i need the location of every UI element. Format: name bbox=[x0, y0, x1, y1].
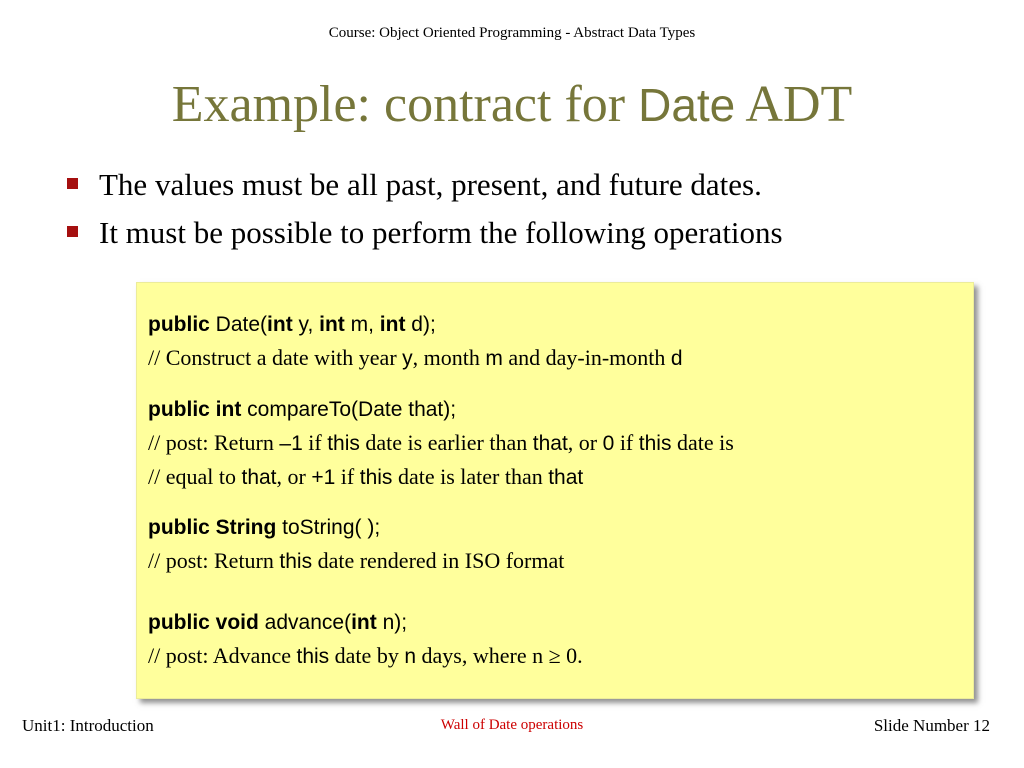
code-keyword: int bbox=[379, 313, 406, 336]
slide-title bbox=[0, 72, 1024, 138]
contract-block bbox=[148, 392, 963, 494]
comment-text: date is bbox=[671, 430, 734, 455]
contract-block bbox=[148, 510, 963, 578]
contract-code-box bbox=[136, 282, 974, 699]
code-token: this bbox=[296, 645, 330, 668]
code-token: –1 bbox=[279, 432, 303, 455]
method-comment bbox=[148, 544, 963, 578]
code-token: advance( bbox=[258, 611, 352, 634]
method-signature bbox=[148, 307, 963, 341]
slide-title-suffix: ADT bbox=[735, 76, 853, 133]
comment-text: if bbox=[335, 464, 360, 489]
code-token: this bbox=[359, 466, 393, 489]
comment-text: date is later than bbox=[392, 464, 549, 489]
comment-text: if bbox=[302, 430, 328, 455]
code-token: y, bbox=[292, 313, 320, 336]
code-keyword: public bbox=[148, 313, 210, 336]
slide-title-prefix: Example: contract for bbox=[171, 76, 639, 133]
code-keyword: int bbox=[319, 313, 345, 336]
method-signature bbox=[148, 392, 963, 426]
code-keyword: int bbox=[267, 313, 293, 336]
code-token: that bbox=[548, 466, 584, 489]
code-token: 0 bbox=[602, 432, 615, 455]
contract-block bbox=[148, 307, 963, 375]
code-token: m, bbox=[344, 313, 380, 336]
code-token: y bbox=[402, 347, 413, 370]
contract-block bbox=[148, 605, 963, 673]
code-token: d); bbox=[405, 313, 436, 336]
code-token: +1 bbox=[311, 466, 336, 489]
code-token: that bbox=[241, 466, 277, 489]
code-token: Date( bbox=[209, 313, 268, 336]
bullet-item bbox=[62, 165, 762, 205]
method-signature bbox=[148, 605, 963, 639]
code-token: compareTo(Date that); bbox=[241, 398, 457, 421]
footer-unit: Unit1: Introduction bbox=[22, 716, 154, 735]
method-comment bbox=[148, 426, 963, 460]
bullet-item bbox=[62, 213, 783, 253]
code-keyword: public void bbox=[148, 611, 259, 634]
code-token: that bbox=[532, 432, 568, 455]
method-comment bbox=[148, 639, 963, 673]
bullet-text: The values must be all past, present, and future dates. bbox=[99, 167, 762, 202]
comment-text: // post: Return bbox=[148, 548, 280, 573]
comment-text: date rendered in ISO format bbox=[312, 548, 565, 573]
course-header: Course: Object Oriented Programming - Abstract Data Types bbox=[328, 25, 696, 41]
bullet-text: It must be possible to perform the following operations bbox=[99, 215, 783, 250]
comment-text: // post: Advance bbox=[148, 643, 297, 668]
square-bullet-icon bbox=[67, 226, 78, 237]
method-comment bbox=[148, 460, 963, 494]
code-token: this bbox=[279, 550, 313, 573]
comment-text: , or bbox=[567, 430, 603, 455]
code-keyword: int bbox=[351, 611, 377, 634]
comment-text: // post: Return bbox=[148, 430, 280, 455]
footer-topic: Wall of Date operations bbox=[440, 717, 584, 733]
comment-text: // Construct a date with year bbox=[148, 345, 403, 370]
method-comment bbox=[148, 341, 963, 375]
code-token: n bbox=[404, 645, 417, 668]
code-token: d bbox=[670, 347, 683, 370]
comment-text: days, where n ≥ 0. bbox=[416, 643, 583, 668]
comment-text: , month bbox=[412, 345, 486, 370]
comment-text: if bbox=[614, 430, 639, 455]
square-bullet-icon bbox=[67, 178, 78, 189]
code-token: this bbox=[638, 432, 672, 455]
code-token: toString( ); bbox=[276, 516, 381, 539]
method-signature bbox=[148, 510, 963, 544]
comment-text: date is earlier than bbox=[359, 430, 533, 455]
comment-text: date by bbox=[329, 643, 405, 668]
slide-title-date: Date bbox=[638, 79, 736, 131]
comment-text: and day-in-month bbox=[502, 345, 671, 370]
code-keyword: public int bbox=[148, 398, 242, 421]
comment-text: , or bbox=[276, 464, 312, 489]
footer-slide-number: Slide Number 12 bbox=[873, 716, 990, 735]
code-token: n); bbox=[376, 611, 408, 634]
code-token: m bbox=[485, 347, 503, 370]
comment-text: // equal to bbox=[148, 464, 242, 489]
code-token: this bbox=[327, 432, 360, 455]
code-keyword: public String bbox=[148, 516, 277, 539]
